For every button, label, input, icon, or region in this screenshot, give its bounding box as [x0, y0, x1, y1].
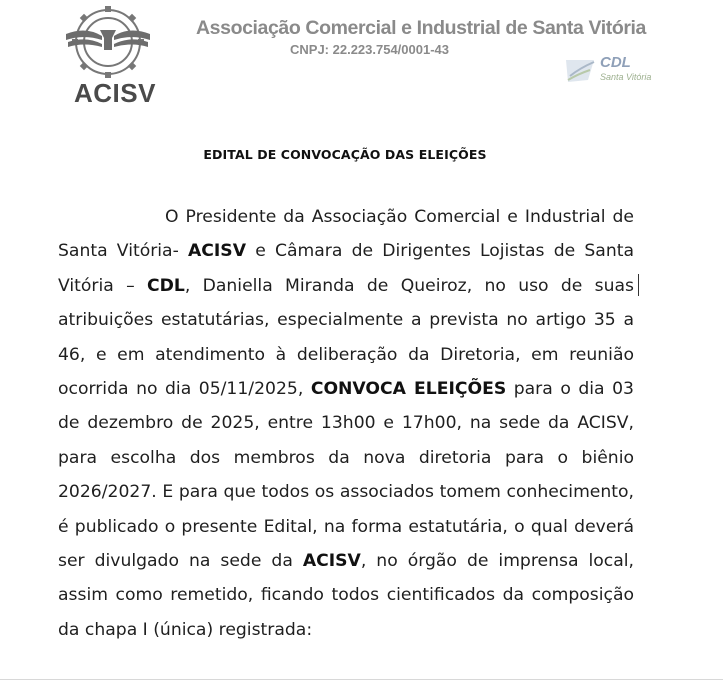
letterhead [0, 0, 723, 115]
cdl-swoosh-icon [564, 56, 598, 84]
cdl-subtitle: Santa Vitória [600, 72, 652, 82]
body-paragraph [58, 200, 634, 647]
cnpj-number: CNPJ: 22.223.754/0001-43 [290, 42, 450, 57]
bold-text-run: CDL [147, 275, 185, 296]
bold-text-run: ACISV [302, 551, 361, 572]
page-bottom-rule [0, 679, 723, 680]
bold-text-run: ACISV [188, 241, 246, 262]
document-title: EDITAL DE CONVOCAÇÃO DAS ELEIÇÕES [203, 147, 487, 162]
text-run: , no órgão de imprensa local, assim como remetido, ficando todos cientificados da composição da chapa I (única) registrada: [58, 551, 634, 640]
organization-name: Associação Comercial e Industrial de Santa Vitória [196, 17, 646, 39]
acisv-gear-emblem-icon [62, 4, 154, 84]
text-run: , Daniella Miranda de Queiroz, no uso de suas atribuições estatutárias, especialmente a prevista no artigo 35 a 46, e em atendimento à deliberação da Diretoria, em reunião ocorrida no dia 05/11/2025, [58, 275, 634, 400]
text-run: e Câmara de Dirigentes Lojistas de Santa Vitória – [58, 241, 634, 296]
cdl-logo [564, 54, 664, 86]
text-run: O Presidente da Associação Comercial e Industrial de Santa Vitória- [58, 207, 634, 262]
bold-text-run: CONVOCA ELEIÇÕES [310, 379, 507, 400]
acisv-logo-text: ACISV [74, 78, 156, 108]
text-cursor [638, 274, 639, 296]
text-run: para o dia 03 de dezembro de 2025, entre 13h00 e 17h00, na sede da ACISV, para escolha dos membros da nova diretoria para o biênio 2026/2027. E para que todos os associados tomem conhecimento, é publicado o presente Edital, na forma estatutária, o qual deverá ser divulgado na sede da [58, 379, 634, 572]
cdl-name: CDL [600, 54, 631, 71]
